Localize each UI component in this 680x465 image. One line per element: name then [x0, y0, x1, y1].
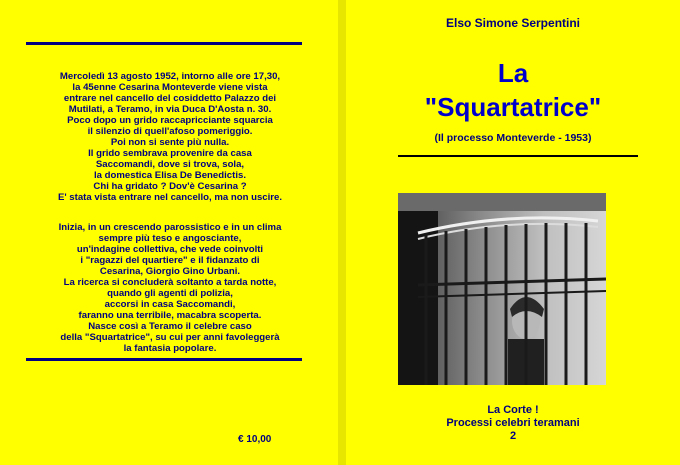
- subtitle: (Il processo Monteverde - 1953): [434, 132, 592, 144]
- author-name: Elso Simone Serpentini: [445, 16, 581, 30]
- cover-photo: [398, 193, 606, 385]
- series-title: La Corte !: [487, 404, 539, 416]
- caged-woman-photo: [398, 193, 606, 385]
- title-divider: [398, 155, 638, 157]
- blurb: [26, 60, 314, 373]
- back-cover: [0, 0, 338, 465]
- title-line-2: "Squartatrice": [424, 92, 602, 122]
- spine: [338, 0, 346, 465]
- series-subtitle: Processi celebri teramani: [446, 417, 580, 429]
- price: € 10,00: [238, 434, 272, 445]
- top-divider: [26, 42, 302, 45]
- series-info: [346, 404, 680, 443]
- series-number: 2: [509, 430, 517, 442]
- bottom-divider: [26, 358, 302, 361]
- book-title: [346, 56, 680, 124]
- blurb-paragraph-1: Mercoledì 13 agosto 1952, intorno alle ore 17,30, la 45enne Cesarina Monteverde viene vista entrare nel cancello del cosiddetto Palazzo dei Mutilati, a Teramo, in via Duca D'Aosta n. 30. Poco dopo un grido raccapricciante squarcia il silenzio di quell'afoso pomeriggio. Poi non si sente più nulla. Il grido sembrava provenire da casa Saccomandi, dove si trova, sola, la domestica Elisa De Benedictis. Chi ha gridato ? Dov'è Cesarina ? E' stata vista entrare nel cancello, ma non uscire.: [57, 71, 283, 203]
- title-line-1: La: [497, 58, 529, 88]
- blurb-paragraph-2: Inizia, in un crescendo parossistico e in un clima sempre più teso e angosciante, un'indagine collettiva, che vede coinvolti i "ragazzi del quartiere" e il fidanzato di Cesarina, Giorgio Gino Urbani. La ricerca si concluderà soltanto a tarda notte, quando gli agenti di polizia, accorsi in casa Saccomandi, faranno una terribile, macabra scoperta. Nasce così a Teramo il celebre caso della "Squartatrice", su cui per anni favoleggerà la fantasia popolare.: [58, 222, 282, 354]
- front-cover: [346, 0, 680, 465]
